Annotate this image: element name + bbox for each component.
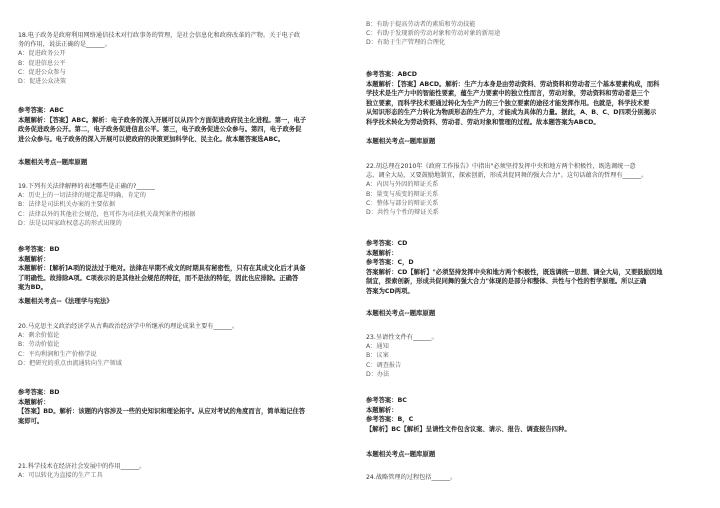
question-stem: 19.下列有关法律解释的表述哪些是正确的?______: [18, 183, 155, 190]
analysis-line: 进公众参与。电子政务的深入开展可以使政府的决策更加科学化、民主化。故本题答案选ABC。: [18, 135, 285, 143]
question-stem: 23.呈请性文件有______。: [366, 334, 438, 341]
answer-block-18: [18, 106, 358, 144]
analysis-line: 答案为CD两项。: [366, 287, 414, 295]
answer-title: 参考答案：CD: [366, 240, 408, 247]
answer-block-22: [366, 239, 706, 297]
answer-title: 参考答案：BD: [18, 389, 60, 396]
analysis-line: 本题解析：[解析]A项的说法过于绝对。法律在早期不成文的时期具有秘密性，只有在其成文化后才具备: [18, 265, 306, 273]
option-b: B：法律是司法机关办案的主要依据: [18, 201, 116, 209]
analysis-line: 制宜，探索创新，形成共促同舞的强大合力"体现的是部分和整体、共性与个性的哲学原理。所以正确: [366, 278, 647, 286]
option-b: B：促进信息公平: [18, 59, 66, 67]
analysis-line: 案为BD。: [18, 284, 47, 292]
analysis-line: 独立要素，而科学技术要通过转化为生产力的三个独立要素的途径才能发挥作用。也就是，科学技术要: [366, 99, 650, 107]
option-a: A：促进政务公开: [18, 50, 66, 58]
analysis-label: 本题解析：: [366, 249, 398, 257]
analysis-label: 本题解析：: [18, 255, 50, 263]
related-point-23: 本题相关考点--题库原题: [366, 450, 436, 458]
analysis-label: 本题解析：: [18, 398, 50, 406]
analysis-line: 【答案】BD。解析：该题的内容涉及一些的史知识和理论拓宇。从应对考试的角度而言，简单地记住答: [18, 408, 306, 416]
question-22: [366, 162, 706, 217]
analysis-line: 科学技术转化为劳动资料、劳动者、劳动对象和管理的过程。故本题答案为ABCD。: [366, 118, 600, 126]
question-19: [18, 182, 358, 228]
question-stem: 24.战略管理的过程包括______。: [366, 474, 457, 481]
option-c: C：促进公众参与: [18, 68, 66, 76]
option-a: A：可以转化为直接的生产工具: [18, 472, 103, 480]
analysis-line: 从知识形态的生产力转化为物质形态的生产力，才能成为具体的力量。据此，A、B、C、D四项分别揭示: [366, 109, 657, 117]
question-stem-cont: 志、调全大局，又要鼓励地制宜，探索创新，形成共促同舞的强大合力"。这句话蕴含的哲理有______。: [366, 172, 648, 180]
answer-block-20: [18, 388, 358, 426]
question-stem: 21.科学技术在经济社会发展中的作用______。: [18, 463, 146, 470]
analysis-line: 答案解析：CD【解析】"必须坚持发挥中央和地方两个积极性，既选调统一思想、调全大局，又要鼓励因地: [366, 268, 663, 276]
answer-title: 参考答案：BC: [366, 397, 407, 404]
question-stem: 20.马克思主义政治经济学从古典政治经济学中所继承的理论成果主要有______。: [18, 323, 239, 330]
option-d: D：共性与个性的辩证关系: [366, 209, 439, 217]
option-d: D：有助于生产管理的合理化: [366, 39, 446, 47]
answer-repeat: 参考答案：C，D: [366, 259, 414, 267]
question-21: [18, 462, 358, 480]
question-23: [366, 333, 706, 379]
option-d: D：法是以国家政权意志的形式出现的: [18, 219, 122, 227]
question-stem: 18.电子政务是政府利用网络通信技术对行政事务的管理，是社会信息化和政府改革的产物。关于电子政: [18, 32, 301, 39]
option-a: A：剩余价值论: [18, 332, 60, 340]
option-b: B：议案: [366, 352, 389, 360]
related-point-22: 本题相关考点--题库原题: [366, 309, 436, 317]
option-b: B：有助于提高劳动者的素质和劳动技能: [366, 21, 476, 28]
option-c: C：平均利润和生产价格学说: [18, 350, 97, 358]
analysis-label: 本题解析：: [366, 406, 398, 414]
answer-repeat: 参考答案：B，C: [366, 416, 414, 424]
question-21-continued: [366, 20, 706, 48]
option-d: D：把研究的重点由流通转向生产领域: [18, 359, 122, 367]
answer-title: 参考答案：ABC: [18, 107, 64, 114]
answer-block-21: [366, 70, 706, 128]
related-point-18: 本题相关考点--题库原题: [18, 158, 88, 166]
option-c: C：调查报告: [366, 361, 402, 369]
analysis-line: 学技术是生产力中的智能性要素，蕴生产力要素中的独立性而言，劳动对象，劳动资料和劳动者是三个: [366, 90, 650, 98]
option-c: C：有助于发现新的劳动对象和劳动对象的新用途: [366, 30, 501, 38]
answer-block-23: [366, 396, 706, 434]
related-point-21: 本题相关考点--题库原题: [366, 137, 436, 145]
answer-title: 参考答案：ABCD: [366, 71, 418, 78]
option-d: D：办法: [366, 370, 390, 378]
analysis-line: 了明确性。故排除A项。C项表示的是其他社会规范的特征，而不是法的特征，因此也应排除。正确答: [18, 274, 299, 282]
question-stem: 22.胡总理在2010年《政府工作报告》中指出"必须坚持发挥中央和地方两个积极性，既选调统一意: [366, 163, 636, 170]
analysis-line: 案即可。: [18, 417, 44, 425]
analysis-line: 【解析】BC【解析】呈请性文件包含议案、请示、报告、调查报告四种。: [366, 425, 571, 433]
analysis-line: 本题解析：【答案】ABCD。解析：生产力本身是由劳动资料、劳动资料和劳动者三个基本要素构成，而科: [366, 80, 660, 88]
option-b: B：量变与质变的辩证关系: [366, 190, 439, 198]
option-d: D：促进公众决策: [18, 78, 67, 86]
question-stem-cont: 务的作用，说法正确的是______。: [18, 41, 111, 49]
option-c: C：法律以外的其他社会规范，也可作为司法机关裁判案件的根据: [18, 210, 196, 218]
answer-title: 参考答案：BD: [18, 246, 60, 253]
option-a: A：历史上的一切法律的规定都是明确、肯定的: [18, 192, 146, 200]
option-c: C：整体与部分的辩证关系: [366, 199, 439, 207]
analysis-line: 政务促进政务公开。第二，电子政务促进信息公平。第三，电子政务促进公众参与。第四，电子政务促: [18, 126, 302, 134]
analysis-line: 本题解析：【答案】ABC。解析：电子政务的深入开展可以从四个方面促进政府民主化进程。第一，电子: [18, 116, 307, 124]
question-18: [18, 31, 358, 86]
related-point-19: 本题相关考点--《法理学与宪法》: [18, 297, 113, 305]
question-20: [18, 322, 358, 368]
option-a: A：内因与外因的辩证关系: [366, 181, 439, 189]
answer-block-19: [18, 245, 358, 293]
question-24: [366, 473, 706, 482]
option-a: A：通知: [366, 343, 389, 351]
option-b: B：劳动价值论: [18, 341, 60, 349]
